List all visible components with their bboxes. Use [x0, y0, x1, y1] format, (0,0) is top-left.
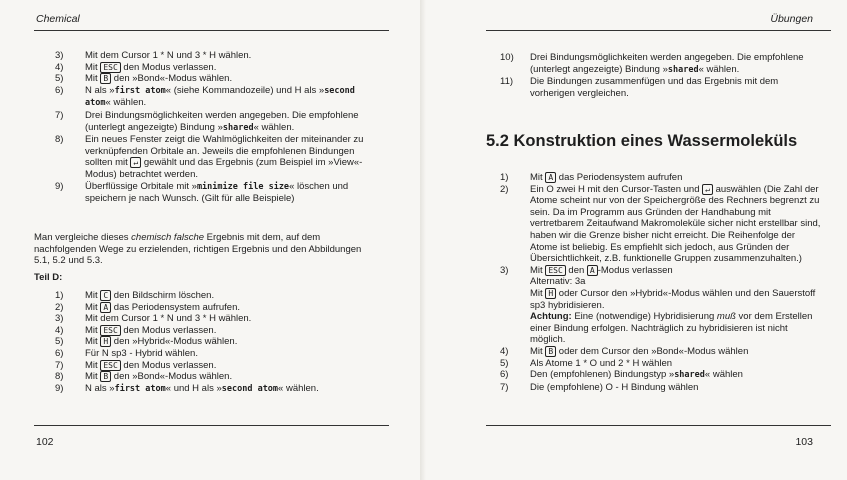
a-key-icon: A [587, 265, 598, 276]
section-subheading: Teil D: [34, 272, 63, 283]
list-item: 11) Die Bindungen zusammenfügen und das Ergebnis mit dem vorherigen vergleichen. [500, 76, 779, 99]
step-list [55, 50, 373, 205]
footer-rule [34, 425, 389, 426]
a-key-icon: A [100, 302, 111, 313]
running-header: Chemical [36, 13, 80, 25]
comparison-paragraph: Man vergleiche dieses chemisch falsche Ergebnis mit dem, auf dem nachfolgenden Wege zu erzielenden, richtigen Ergebnis und den Abbildungen 5.1, 5.2 und 5.3. [34, 232, 362, 267]
running-header: Übungen [770, 13, 813, 25]
list-item: 5) Mit B den »Bond«-Modus wählen. [55, 73, 233, 85]
step-list [55, 290, 373, 395]
list-item: 8) Mit B den »Bond«-Modus wählen. [55, 371, 233, 383]
footer-rule [486, 425, 831, 426]
list-item: 1) Mit C den Bildschirm löschen. [55, 290, 215, 301]
list-item: 5) Als Atome 1 * O und 2 * H wählen [500, 357, 673, 369]
enter-key-icon: ↵ [702, 184, 713, 195]
esc-key-icon: ESC [100, 360, 120, 371]
list-item: 9) N als »first atom« und H als »second atom« wählen. [55, 382, 319, 394]
left-page [0, 0, 415, 480]
list-item: 2) Mit A das Periodensystem aufrufen. [55, 301, 240, 313]
list-item: 7) Die (empfohlene) O - H Bindung wählen [500, 381, 699, 393]
section-heading: 5.2 Konstruktion eines Wassermoleküls [486, 132, 798, 150]
b-key-icon: B [545, 346, 556, 357]
header-rule [486, 30, 831, 31]
c-key-icon: C [100, 290, 111, 301]
list-item: 6) N als »first atom« (siehe Kommandozeile) und H als »second atom« wählen. [55, 84, 355, 109]
esc-key-icon: ESC [545, 265, 565, 276]
list-item: 6) Den (empfohlenen) Bindungstyp »shared« wählen [500, 369, 743, 381]
page-number: 103 [795, 436, 813, 448]
book-spine [420, 0, 426, 480]
right-page [432, 0, 847, 480]
list-item: 1) Mit A das Periodensystem aufrufen [500, 172, 683, 183]
list-item: 7) Mit ESC den Modus verlassen. [55, 359, 217, 371]
list-item: 4) Mit ESC den Modus verlassen. [55, 61, 217, 73]
list-item: 8) Ein neues Fenster zeigt die Wahlmöglichkeiten der miteinander zu verknüpfenden Orbitale an. Jeweils die empfohlenen Bindungen sollten mit ↵ gewählt und das Ergebnis (zum Beispiel im »View«-Modus) betrachtet werden. [55, 134, 364, 180]
list-item: 3) Mit dem Cursor 1 * N und 3 * H wählen. [55, 50, 252, 61]
esc-key-icon: ESC [100, 62, 120, 73]
list-item: 10) Drei Bindungsmöglichkeiten werden angegeben. Die empfohlene (unterlegt angezeigte) Bindung »shared« wählen. [500, 52, 804, 75]
b-key-icon: B [100, 73, 111, 84]
step-list [500, 52, 822, 99]
header-rule [34, 30, 389, 31]
step-list [500, 172, 822, 393]
a-key-icon: A [545, 172, 556, 183]
list-item: 3) Mit ESC den A -Modus verlassen Alternativ: 3a Mit H oder Cursor den »Hybrid«-Modus wählen und den Sauerstoff sp3 hybridisieren. Achtung: Eine (notwendige) Hybridisierung muß vor dem Erstellen einer Bindung erfolgen. Nachträglich zu hybridisieren ist nicht möglich. [500, 264, 816, 346]
list-item: 4) Mit ESC den Modus verlassen. [55, 324, 217, 336]
b-key-icon: B [100, 371, 111, 382]
list-item: 3) Mit dem Cursor 1 * N und 3 * H wählen. [55, 313, 252, 325]
list-item: 4) Mit B oder dem Cursor den »Bond«-Modus wählen [500, 345, 749, 357]
list-item: 6) Für N sp3 - Hybrid wählen. [55, 347, 198, 359]
list-item: 9) Überflüssige Orbitale mit »minimize file size« löschen und speichern je nach Wunsch. (Gilt für alle Beispiele) [55, 180, 349, 205]
esc-key-icon: ESC [100, 325, 120, 336]
list-item: 5) Mit H den »Hybrid«-Modus wählen. [55, 336, 238, 348]
enter-key-icon: ↵ [130, 157, 141, 168]
list-item: 2) Ein O zwei H mit den Cursor-Tasten und ↵ auswählen (Die Zahl der Atome scheint nur von der Speichergröße des Rechners begrenzt zu sein. Da im Programm aus Gründen der Handhabung mit vertretbarem Zeitaufwand Makromoleküle sicher nicht erstellbar sind, haben wir die Grenze bisher nicht erreicht. Die Reihenfolge der Atome ist beliebig. Es empfiehlt sich jedoch, aus Gründen der Übersichtlichkeit, z.B. funktionelle Gruppen zusammenzuhalten.) [500, 183, 821, 265]
h-key-icon: H [545, 288, 556, 299]
h-key-icon: H [100, 336, 111, 347]
page-number: 102 [36, 436, 54, 448]
list-item: 7) Drei Bindungsmöglichkeiten werden angegeben. Die empfohlene (unterlegt angezeigte) Bindung »shared« wählen. [55, 109, 359, 133]
